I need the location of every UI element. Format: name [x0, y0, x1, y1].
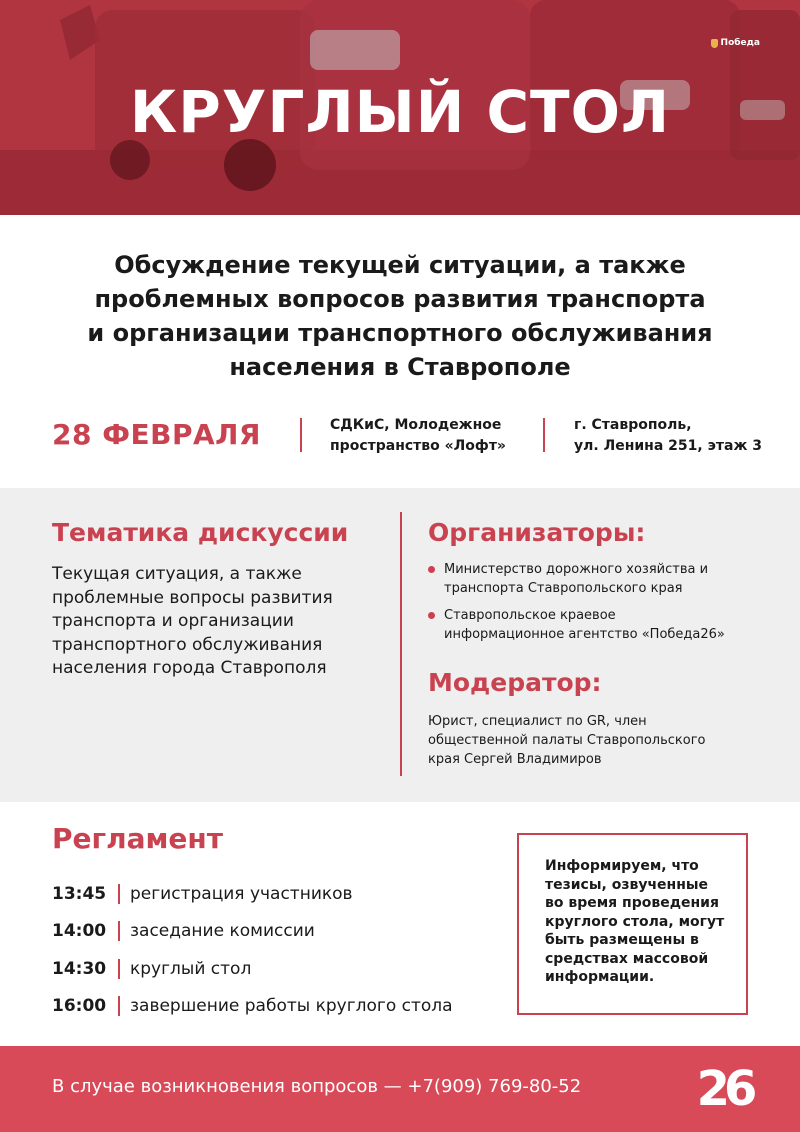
schedule-row: [52, 913, 492, 951]
address-line: г. Ставрополь,: [574, 417, 692, 433]
page-title: КРУГЛЫЙ СТОЛ: [129, 78, 671, 146]
notice-line: круглого стола, могут: [545, 913, 725, 930]
notice-line: во время проведения: [545, 895, 719, 911]
event-subtitle: [40, 248, 760, 384]
schedule-row: [52, 875, 492, 913]
organizer-line: Ставропольское краевое: [444, 608, 616, 623]
organizer-line: информационное агентство «Победа26»: [444, 627, 725, 642]
moderator-line: Юрист, специалист по GR, член: [428, 714, 647, 729]
venue-line: пространство «Лофт»: [330, 438, 506, 454]
schedule-row: [52, 950, 492, 988]
bullet-icon: [428, 612, 435, 619]
organizers-list: [428, 560, 768, 652]
topic-line: транспортного обслуживания: [52, 634, 323, 655]
notice-text: [545, 857, 726, 987]
schedule-time: 13:45: [52, 883, 107, 904]
notice-line: быть размещены в: [545, 932, 699, 948]
schedule-row: [52, 988, 492, 1026]
column-divider: [400, 512, 402, 776]
schedule-time: 14:00: [52, 921, 107, 942]
schedule-desc: регистрация участников: [130, 883, 353, 904]
schedule-desc: завершение работы круглого стола: [130, 996, 453, 1017]
schedule-list: [52, 875, 492, 1025]
subtitle-line: проблемных вопросов развития транспорта: [94, 285, 706, 313]
organizers-heading: Организаторы:: [428, 518, 646, 547]
pobeda-logo: [711, 38, 760, 48]
details-section: [0, 488, 800, 802]
schedule-desc: круглый стол: [130, 958, 252, 979]
notice-line: тезисы, озвученные: [545, 876, 709, 893]
event-date: 28 ФЕВРАЛЯ: [52, 418, 261, 451]
divider: [543, 418, 545, 452]
subtitle-line: населения в Ставрополе: [229, 353, 571, 381]
moderator-line: общественной палаты Ставропольского: [428, 733, 706, 748]
topic-line: Текущая ситуация, а также: [52, 564, 302, 584]
topic-line: транспорта и организации: [52, 611, 294, 631]
address-line: ул. Ленина 251, этаж 3: [574, 438, 762, 454]
event-venue: [330, 415, 506, 457]
topic-heading: Тематика дискуссии: [52, 518, 349, 547]
notice-line: Информируем, что: [545, 858, 699, 874]
contact-phone-text[interactable]: В случае возникновения вопросов — +7(909) 769-80-52: [52, 1076, 582, 1097]
media-notice-box: [517, 833, 748, 1015]
subtitle-line: и организации транспортного обслуживания: [87, 319, 713, 347]
moderator-heading: Модератор:: [428, 668, 602, 697]
hero-banner: [0, 0, 800, 215]
event-info-row: [0, 412, 800, 458]
topic-line: проблемные вопросы развития: [52, 587, 333, 608]
schedule-desc: заседание комиссии: [130, 921, 315, 942]
subtitle-line: Обсуждение текущей ситуации, а также: [114, 251, 686, 279]
schedule-time: 16:00: [52, 996, 107, 1017]
venue-line: СДКиС, Молодежное: [330, 417, 502, 433]
organizer-line: транспорта Ставропольского края: [444, 581, 683, 596]
footer-bar: [0, 1046, 800, 1132]
notice-line: средствах массовой: [545, 950, 709, 967]
notice-line: информации.: [545, 969, 655, 985]
list-item: [428, 560, 768, 598]
bullet-icon: [428, 566, 435, 573]
logo-26-icon: 26: [696, 1061, 752, 1117]
schedule-heading: Регламент: [52, 822, 223, 855]
list-item: [428, 606, 768, 644]
topic-line: населения города Ставрополя: [52, 658, 327, 678]
pobeda-logo-icon: [711, 39, 718, 48]
pobeda-logo-text: Победа: [720, 38, 760, 48]
divider: [118, 884, 120, 904]
organizer-line: Министерство дорожного хозяйства и: [444, 562, 709, 577]
divider: [118, 959, 120, 979]
divider: [300, 418, 302, 452]
topic-text: [52, 563, 382, 681]
moderator-text: [428, 712, 758, 769]
schedule-time: 14:30: [52, 958, 107, 979]
moderator-line: края Сергей Владимиров: [428, 752, 602, 767]
divider: [118, 996, 120, 1016]
divider: [118, 921, 120, 941]
event-address: [574, 415, 762, 457]
